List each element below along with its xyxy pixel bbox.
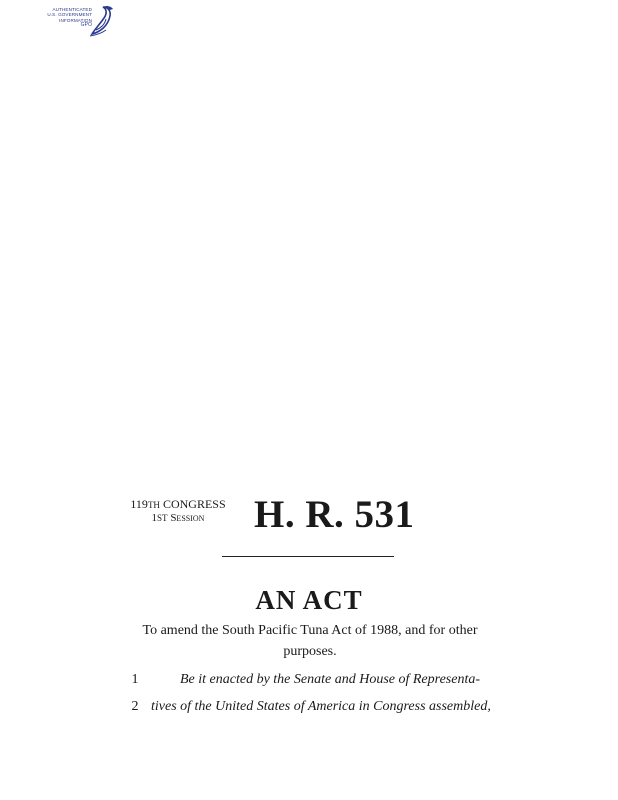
seal-line-authenticated: AUTHENTICATED xyxy=(52,7,92,12)
line-text: tives of the United States of America in Congress assembled, xyxy=(151,699,491,714)
congress-number: 119 xyxy=(130,497,148,511)
seal-line-government: U.S. GOVERNMENT xyxy=(47,12,92,18)
congress-word: CONGRESS xyxy=(162,497,226,511)
congress-suffix: TH xyxy=(147,500,160,510)
line-text: Be it enacted by the Senate and House of Representa- xyxy=(180,672,480,687)
eagle-seal-icon xyxy=(86,4,120,38)
session-label xyxy=(120,512,236,525)
seal-text xyxy=(24,7,92,29)
seal-line-gpo: GPO xyxy=(80,22,92,29)
gpo-authentication-seal xyxy=(24,4,120,38)
session-word: Session xyxy=(170,512,205,524)
seal-line-information: INFORMATION xyxy=(59,17,92,23)
line-number: 2 xyxy=(131,699,139,714)
session-suffix: ST xyxy=(157,513,168,523)
divider-rule xyxy=(222,556,394,557)
purpose-statement: To amend the South Pacific Tuna Act of 1988, and for other purposes. xyxy=(142,623,478,659)
enacting-line xyxy=(0,697,618,717)
congress-label xyxy=(120,497,236,512)
enacting-line xyxy=(0,670,618,690)
act-heading: AN ACT xyxy=(255,585,363,615)
line-number: 1 xyxy=(131,672,139,687)
bill-number: H. R. 531 xyxy=(254,493,415,536)
congress-session-block xyxy=(120,497,236,525)
session-number: 1 xyxy=(151,512,158,524)
